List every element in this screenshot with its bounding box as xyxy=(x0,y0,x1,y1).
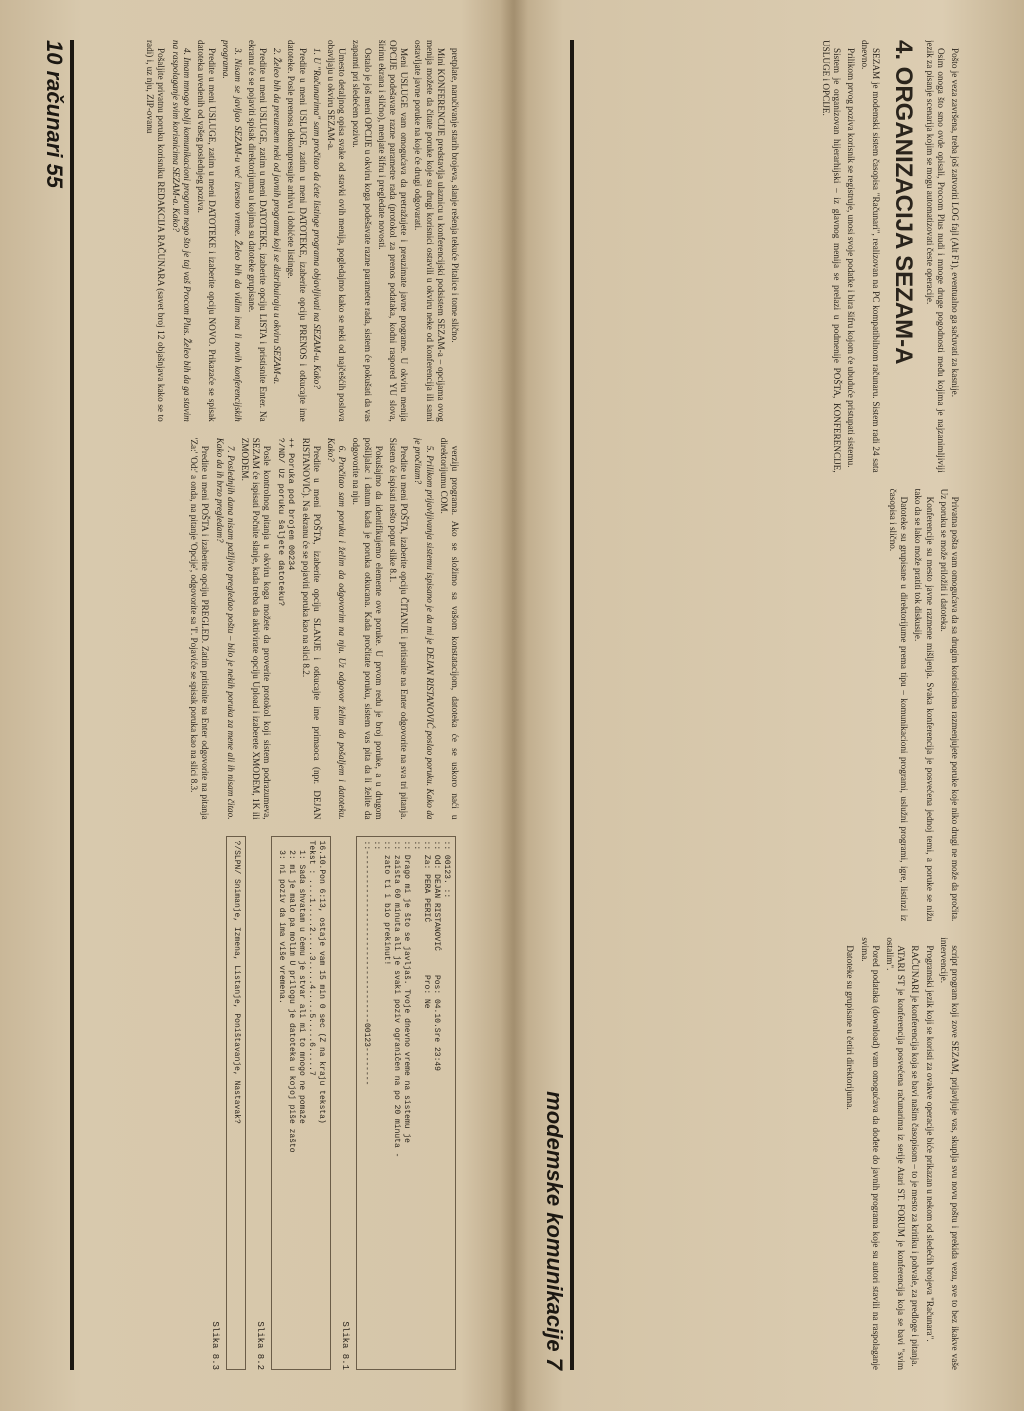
left-page-columns xyxy=(80,40,460,1370)
answer: Predite u meni USLUGE, zatim u meni DATOTEKE i izaberite opciju NOVO. Prikazaće se spisak datoteka uvedenih od vašeg poslednjeg poziva. xyxy=(195,40,218,422)
figure-caption: Slika 8.3 xyxy=(209,1321,220,1370)
left-page xyxy=(30,10,500,1400)
paragraph: Prilikom prvog poziva korisnik se registruje, unosi svoje podatke i bira šifru kojom će ubuduće pristupati sistemu. xyxy=(845,48,856,468)
right-col-2 xyxy=(580,489,960,922)
paragraph: RAČUNARI je konferencija koja se bavi našim časopisom – to je mesto za kritiku i pohvale, za predloge i pitanja. xyxy=(910,945,921,1367)
left-col-2 xyxy=(80,438,460,820)
paragraph: ATARI ST je konferencija posvećena računarima iz serije Atari ST. FORUM je konferencija koja se bavi "svim ostalim". xyxy=(884,937,907,1371)
paragraph: Umesto detaljnog opisa svake od stavki ovih menija, pogledajmo kako se neki od najčešćih poslova obavljaju u okviru SEZAM-a. xyxy=(325,40,348,422)
left-page-footer xyxy=(38,40,74,1370)
magazine-name: računari 55 xyxy=(42,70,67,189)
terminal-prompt: ++ Poruka pod brojem 00234 ?/ND/ Uz poruku šaljete datoteku? xyxy=(275,437,297,607)
footer-right xyxy=(541,1091,567,1370)
paragraph: Mini KONFERENCIJE predstavlja ulaznicu u konferencijski podsistem SEZAM-a – opcijama ovog menija možete da čitate poruke koje su drugi korisnici ostavili u okviru neke od konferencija ili sami ostavljate javne poruke na koje će drugi odgovarati. xyxy=(413,40,446,422)
right-page-columns xyxy=(580,40,960,1370)
page-fold xyxy=(500,0,528,1411)
right-page xyxy=(530,10,1000,1400)
paragraph: pretplate, naručivanje starih brojeva, slanje rešenja tekuće Pitalice i tome slično. xyxy=(450,48,460,343)
paragraph: Privatna pošta vam omogućava da sa drugim korisnicima razmenjujete poruke koje niko drugi ne može da pročita. Uz poruku se može priložiti i datoteka. xyxy=(938,488,960,922)
paragraph: Pored podataka (download) vam omogućava da dođete do javnih programa koje su autori stavili na raspolaganje svima. xyxy=(859,937,881,1371)
right-col-3 xyxy=(580,937,960,1370)
paragraph: verziju programa. Ako se složimo sa vašom konstatacijom, datoteka će se uskoro naći u direktorijumu COM. xyxy=(438,437,460,820)
answer: Predite u meni USLUGE, zatim u meni DATOTEKE, izaberite opciju PRENOS i otkucajte ime datoteke. Posle prenosa dekompresujte arhivu i dobićete listinge. xyxy=(286,40,308,422)
right-col-1 xyxy=(580,40,960,473)
question: 6. Pročitao sam poruku i želim da odgovorim na nju. Uz odgovor želim da pošaljem i datoteku. Kako? xyxy=(325,437,348,820)
question: 1. U "Računarima" sam pročitao da ćete listinge programa objavljivati na SEZAM-u. Kako? xyxy=(311,48,322,389)
paragraph: Programski jezik koji se koristi za ovakve operacije biće prikazan u nekom od sledećih brojeva "Računara". xyxy=(924,945,935,1342)
paragraph: Datoteke su grupisane u četiri direktorijuma. xyxy=(845,945,856,1110)
paragraph: Datoteke su grupisane u direktorijume prema tipu – komunikacioni programi, uslužni programi, igre, listinzi iz časopisa i slično. xyxy=(887,488,910,922)
question: 7. Poslednjih dana nisam pažljivo pregledao poštu – bilo je nekih poruka za mene ali ih nisam čitao. Kako da ih brzo pregledam? xyxy=(214,437,236,820)
paragraph: Predite u meni POŠTA, izaberite opciju ČITANJE i pritisnite na Enter odgovorite na sva tri pitanja. Sistem će ispisati nešto poput slike 8.1. xyxy=(387,437,410,820)
footer-left xyxy=(41,40,67,188)
question: 2. Želeo bih da preuzmem neki od javnih programa koji se distribuiraju u okviru SEZAM-a. xyxy=(272,48,283,385)
left-col-1 xyxy=(80,40,460,422)
paragraph: Posle kontrolnog pitanja u okviru koga možete da proverite protokol koji sistem podrazumeva, SEZAM će ispisati Počnite slanje, kada treba da aktivirate opciju Upload i izaberete XMODEM, 1K ili ZMODEM. xyxy=(239,437,273,820)
left-col-figures xyxy=(80,836,460,1370)
paragraph: SEZAM je modemski sistem časopisa "Računari", realizovan na PC kompatibilnom računaru. Sistem radi 24 sata dnevno. xyxy=(860,40,882,473)
page-number: 7 xyxy=(542,1357,567,1370)
question: 4. Imam mnogo bolji komunikacioni program nego što je taj vaš Procom Plus. Želeo bih da ga stavim na raspolaganje svim korisnicima SEZAM-a. Kako? xyxy=(170,40,192,422)
paragraph: Meni USLUGE vam omogućava da pretražujete i preuzimate javne programe. U okviru menija OPCIJE podešavate razne parametre rada (protokol za prenos podataka, kodni raspored YU slova, širinu ekrana i slično), menjate šifru i pregledate novosti. xyxy=(376,40,410,422)
paragraph: Konferencije su mesto javne razmene mišljenja. Svaka konferencija je posvećena jednoj temi, a poruke se nižu tako da se lako može pratiti tok diskusije. xyxy=(913,488,935,922)
question: 5. Prilikom prijavljivanja sistemu ispisano je da mi je DEJAN RISTANOVIĆ poslao poruku. Kako da je pročitam? xyxy=(413,437,435,820)
page-number: 10 xyxy=(42,40,67,65)
section-heading: 4. ORGANIZACIJA SEZAM-A xyxy=(890,40,918,365)
paragraph: Osim onoga što smo ovde opisali, Procom Plus nudi i mnoge druge pogodnosti među kojima je najzanimljiviji jezik za pisanje scenarija kojim se mogu automatizovati česte operacije. xyxy=(924,40,946,473)
figure-8-3-terminal: ?/SLPN/ Snimanje, Izmena, Listanje, Poništavanje, Nastavak? xyxy=(226,836,246,1370)
right-page-footer xyxy=(538,40,574,1370)
paragraph: Pošto je veza završena, treba još zatvoriti LOG fajl (Alt F1), eventualno ga sačuvati za kasnije. xyxy=(950,48,960,398)
figure-8-2-terminal: 16.10.Pon 6:13, ostaje vam 15 min 0 sec (Z na kraju teksta) Tekst : ....1.....2.....3.....4.....5.....6.....7 1: Sada shvatam u čemu je stvar ali mi to mnogo ne pomaže 2: mi je malo pa molim U prilogu je datoteka u kojoj piše zašto 3: ni poziv da ima više vremena. xyxy=(271,836,331,1370)
paragraph: Pokušajmo da identifikujemo elemente ove poruke. U prvom redu je broj poruke, a u drugom pošiljalac i datum kada je poruka otkucana. Kada pročitate poruku, sistem vas pita da li želite da odgovorite na nju. xyxy=(351,437,384,820)
paragraph: Sistem je organizovan hijerarhijski – iz glavnog menija se prelazi u podmenije POŠTA, KONFERENCIJE, USLUGE i OPCIJE. xyxy=(820,40,842,473)
figure-caption: Slika 8.1 xyxy=(340,1321,350,1370)
paragraph: script program koji zove SEZAM, prijavljuje vas, skuplja svu novu poštu i prekida vezu, sve to bez ikakve vaše intervencije. xyxy=(938,937,960,1371)
answer: Predite u meni POŠTA i izaberite opciju PREGLED. Zatim pritisnite na Enter odgovorite na pitanja 'Za:' 'Od:' a onda, na pitanje 'Opcije', odgovorite sa 'I'. Pojaviće se spisak poruka kao na slici 8.3. xyxy=(189,437,211,820)
answer: Pošaljite privatnu poruku korisniku REDAKCIJA RAČUNARA (savet broj 12 objašnjava kako se to radi) i, uz nju, ZIP-ovanu xyxy=(145,40,167,422)
answer: Predite u meni USLUGE, zatim u meni DATOTEKE, izaberite opciju LISTA i pristisnite Enter. Na ekranu će se pojaviti spisak direktorijuma u kojima su datoteke grupisane. xyxy=(246,40,268,422)
question: 3. Nisam se javljao SEZAM-u već izvesno vreme. Želeo bih da vidim ima li novih konferencijskih programa. xyxy=(221,40,243,422)
magazine-section: modemske komunikacije xyxy=(542,1091,567,1352)
paragraph: Ostalo je još meni OPCIJE u okviru koga podešavate razne parametre rada, sistem će pokušati da vas zapamti pri sledećem pozivu. xyxy=(351,40,373,422)
figure-caption: Slika 8.2 xyxy=(254,1321,265,1370)
answer: Predite u meni POŠTA, izaberite opciju SLANJE i otkucajte ime primaoca (npr. DEJAN RISTANOVIĆ). Na ekranu će se pojaviti poruka kao na slici 8.2. xyxy=(300,437,322,820)
figure-8-1-terminal: :: 00123. :: :: Od: DEJAN RISTANOVIĆ Pos: 04.10.Sre 23:49 :: Za: PERA PERIĆ Pro: Ne :: :: Drago mi je što se javljaš. Tvoje dnevno vreme na sistemu je :: zaista 60 minuta ali je svaki poziv ograničen na po 20 minuta - :: zato ti i bio prekinut! :: ::------------------------------------00123-------- xyxy=(356,836,456,1370)
